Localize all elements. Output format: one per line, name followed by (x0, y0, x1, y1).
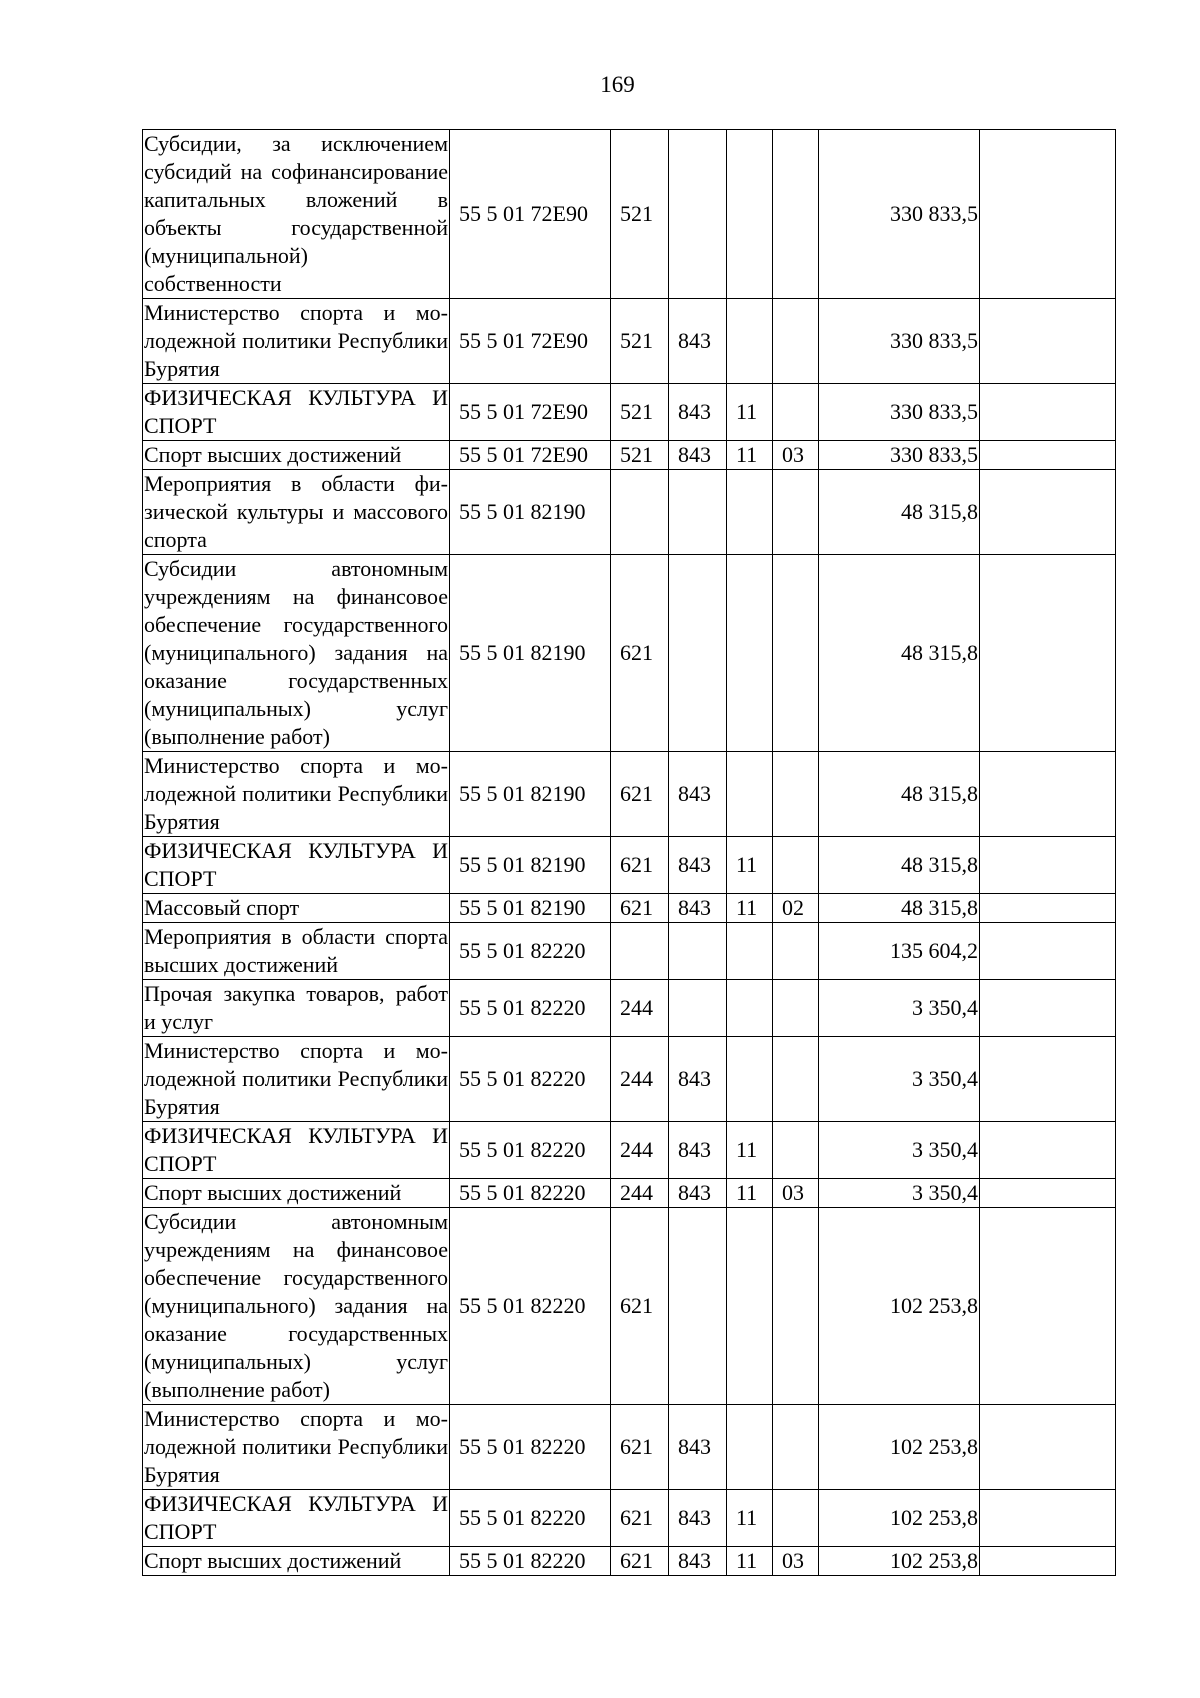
empty-cell (980, 837, 1116, 894)
item-name-cell: Субсидии автономным учреждениям на финансовое обеспечение государственного (муниципального) задания на оказание государственных (муниципальных) услуг (выполнение работ) (143, 1208, 450, 1405)
table-row (143, 923, 1116, 980)
expense-type-cell: 621 (611, 752, 669, 837)
amount-cell: 48 315,8 (819, 894, 980, 923)
ministry-code-cell: 843 (669, 1179, 727, 1208)
table-row (143, 1547, 1116, 1576)
subsection-cell (773, 1122, 819, 1179)
table-row (143, 1122, 1116, 1179)
section-cell: 11 (727, 1490, 773, 1547)
item-name-cell: Министерство спорта и молодежной политики Республики Бурятия (143, 1037, 450, 1122)
subsection-cell (773, 384, 819, 441)
target-article-cell: 55 5 01 82220 (450, 1547, 611, 1576)
target-article-cell: 55 5 01 82220 (450, 980, 611, 1037)
subsection-cell (773, 1208, 819, 1405)
target-article-cell: 55 5 01 82220 (450, 1037, 611, 1122)
expense-type-cell (611, 923, 669, 980)
budget-table (142, 129, 1116, 1576)
item-name-cell: Министерство спорта и молодежной политики Республики Бурятия (143, 1405, 450, 1490)
empty-cell (980, 384, 1116, 441)
subsection-cell: 03 (773, 1547, 819, 1576)
empty-cell (980, 980, 1116, 1037)
section-cell (727, 1208, 773, 1405)
ministry-code-cell (669, 470, 727, 555)
amount-cell: 330 833,5 (819, 299, 980, 384)
amount-cell: 102 253,8 (819, 1490, 980, 1547)
subsection-cell (773, 980, 819, 1037)
subsection-cell (773, 470, 819, 555)
expense-type-cell: 521 (611, 441, 669, 470)
empty-cell (980, 894, 1116, 923)
target-article-cell: 55 5 01 72E90 (450, 299, 611, 384)
empty-cell (980, 130, 1116, 299)
amount-cell: 330 833,5 (819, 384, 980, 441)
item-name-cell: Массовый спорт (143, 894, 450, 923)
table-row (143, 1037, 1116, 1122)
section-cell: 11 (727, 837, 773, 894)
amount-cell: 3 350,4 (819, 1122, 980, 1179)
amount-cell: 3 350,4 (819, 980, 980, 1037)
expense-type-cell: 521 (611, 130, 669, 299)
section-cell (727, 470, 773, 555)
target-article-cell: 55 5 01 82220 (450, 1179, 611, 1208)
subsection-cell (773, 752, 819, 837)
target-article-cell: 55 5 01 82190 (450, 837, 611, 894)
subsection-cell: 03 (773, 441, 819, 470)
subsection-cell (773, 923, 819, 980)
section-cell (727, 923, 773, 980)
expense-type-cell: 621 (611, 837, 669, 894)
amount-cell: 330 833,5 (819, 130, 980, 299)
empty-cell (980, 923, 1116, 980)
page-number: 169 (600, 72, 635, 97)
item-name-cell: Министерство спорта и молодежной политики Республики Бурятия (143, 752, 450, 837)
target-article-cell: 55 5 01 82190 (450, 894, 611, 923)
target-article-cell: 55 5 01 82190 (450, 752, 611, 837)
subsection-cell: 02 (773, 894, 819, 923)
item-name-cell: Мероприятия в области спорта высших достижений (143, 923, 450, 980)
target-article-cell: 55 5 01 72E90 (450, 441, 611, 470)
empty-cell (980, 1179, 1116, 1208)
ministry-code-cell: 843 (669, 441, 727, 470)
table-row (143, 1179, 1116, 1208)
subsection-cell (773, 1405, 819, 1490)
empty-cell (980, 1208, 1116, 1405)
section-cell (727, 130, 773, 299)
target-article-cell: 55 5 01 82190 (450, 470, 611, 555)
ministry-code-cell: 843 (669, 299, 727, 384)
subsection-cell (773, 299, 819, 384)
target-article-cell: 55 5 01 72E90 (450, 130, 611, 299)
table-row (143, 752, 1116, 837)
expense-type-cell: 521 (611, 299, 669, 384)
empty-cell (980, 299, 1116, 384)
target-article-cell: 55 5 01 82220 (450, 1490, 611, 1547)
table-row (143, 894, 1116, 923)
amount-cell: 48 315,8 (819, 470, 980, 555)
item-name-cell: ФИЗИЧЕСКАЯ КУЛЬТУРА И СПОРТ (143, 1122, 450, 1179)
empty-cell (980, 1405, 1116, 1490)
ministry-code-cell (669, 923, 727, 980)
ministry-code-cell: 843 (669, 752, 727, 837)
empty-cell (980, 555, 1116, 752)
empty-cell (980, 752, 1116, 837)
section-cell: 11 (727, 1122, 773, 1179)
amount-cell: 48 315,8 (819, 752, 980, 837)
expense-type-cell: 621 (611, 1405, 669, 1490)
table-body (143, 130, 1116, 1576)
item-name-cell: Министерство спорта и молодежной политики Республики Бурятия (143, 299, 450, 384)
target-article-cell: 55 5 01 82220 (450, 1405, 611, 1490)
ministry-code-cell: 843 (669, 894, 727, 923)
table-row (143, 299, 1116, 384)
amount-cell: 102 253,8 (819, 1208, 980, 1405)
item-name-cell: Субсидии автономным учреждениям на финансовое обеспечение государственного (муниципального) задания на оказание государственных (муниципальных) услуг (выполнение работ) (143, 555, 450, 752)
subsection-cell (773, 1037, 819, 1122)
target-article-cell: 55 5 01 82190 (450, 555, 611, 752)
section-cell: 11 (727, 1547, 773, 1576)
expense-type-cell: 244 (611, 980, 669, 1037)
amount-cell: 48 315,8 (819, 555, 980, 752)
table-row (143, 384, 1116, 441)
ministry-code-cell: 843 (669, 1490, 727, 1547)
amount-cell: 48 315,8 (819, 837, 980, 894)
section-cell (727, 555, 773, 752)
expense-type-cell: 621 (611, 555, 669, 752)
expense-type-cell: 621 (611, 894, 669, 923)
table-row (143, 980, 1116, 1037)
amount-cell: 330 833,5 (819, 441, 980, 470)
ministry-code-cell: 843 (669, 1405, 727, 1490)
section-cell: 11 (727, 894, 773, 923)
expense-type-cell: 621 (611, 1547, 669, 1576)
empty-cell (980, 1037, 1116, 1122)
section-cell (727, 1037, 773, 1122)
item-name-cell: Субсидии, за исключением субсидий на софинансирование капитальных вложений в объекты государственной (муниципальной) собственности (143, 130, 450, 299)
table-row (143, 1405, 1116, 1490)
item-name-cell: Мероприятия в области физической культуры и массового спорта (143, 470, 450, 555)
ministry-code-cell (669, 130, 727, 299)
ministry-code-cell: 843 (669, 1122, 727, 1179)
section-cell: 11 (727, 384, 773, 441)
table-row (143, 441, 1116, 470)
section-cell (727, 980, 773, 1037)
target-article-cell: 55 5 01 72E90 (450, 384, 611, 441)
target-article-cell: 55 5 01 82220 (450, 923, 611, 980)
target-article-cell: 55 5 01 82220 (450, 1208, 611, 1405)
ministry-code-cell: 843 (669, 384, 727, 441)
table-row (143, 555, 1116, 752)
amount-cell: 102 253,8 (819, 1547, 980, 1576)
table-row (143, 130, 1116, 299)
amount-cell: 3 350,4 (819, 1179, 980, 1208)
table-row (143, 470, 1116, 555)
ministry-code-cell: 843 (669, 1037, 727, 1122)
ministry-code-cell (669, 1208, 727, 1405)
ministry-code-cell: 843 (669, 1547, 727, 1576)
subsection-cell (773, 837, 819, 894)
ministry-code-cell (669, 555, 727, 752)
empty-cell (980, 1547, 1116, 1576)
section-cell: 11 (727, 441, 773, 470)
table-row (143, 1490, 1116, 1547)
empty-cell (980, 441, 1116, 470)
item-name-cell: ФИЗИЧЕСКАЯ КУЛЬТУРА И СПОРТ (143, 837, 450, 894)
empty-cell (980, 1122, 1116, 1179)
expense-type-cell: 621 (611, 1208, 669, 1405)
item-name-cell: Спорт высших достижений (143, 441, 450, 470)
amount-cell: 102 253,8 (819, 1405, 980, 1490)
section-cell: 11 (727, 1179, 773, 1208)
section-cell (727, 299, 773, 384)
section-cell (727, 752, 773, 837)
table-row (143, 1208, 1116, 1405)
ministry-code-cell (669, 980, 727, 1037)
expense-type-cell (611, 470, 669, 555)
item-name-cell: Спорт высших достижений (143, 1547, 450, 1576)
expense-type-cell: 244 (611, 1037, 669, 1122)
item-name-cell: Спорт высших достижений (143, 1179, 450, 1208)
item-name-cell: ФИЗИЧЕСКАЯ КУЛЬТУРА И СПОРТ (143, 1490, 450, 1547)
target-article-cell: 55 5 01 82220 (450, 1122, 611, 1179)
table-row (143, 837, 1116, 894)
subsection-cell (773, 130, 819, 299)
item-name-cell: Прочая закупка товаров, работ и услуг (143, 980, 450, 1037)
amount-cell: 135 604,2 (819, 923, 980, 980)
empty-cell (980, 1490, 1116, 1547)
subsection-cell (773, 1490, 819, 1547)
amount-cell: 3 350,4 (819, 1037, 980, 1122)
expense-type-cell: 521 (611, 384, 669, 441)
subsection-cell (773, 555, 819, 752)
expense-type-cell: 244 (611, 1179, 669, 1208)
section-cell (727, 1405, 773, 1490)
expense-type-cell: 244 (611, 1122, 669, 1179)
subsection-cell: 03 (773, 1179, 819, 1208)
expense-type-cell: 621 (611, 1490, 669, 1547)
empty-cell (980, 470, 1116, 555)
ministry-code-cell: 843 (669, 837, 727, 894)
item-name-cell: ФИЗИЧЕСКАЯ КУЛЬТУРА И СПОРТ (143, 384, 450, 441)
